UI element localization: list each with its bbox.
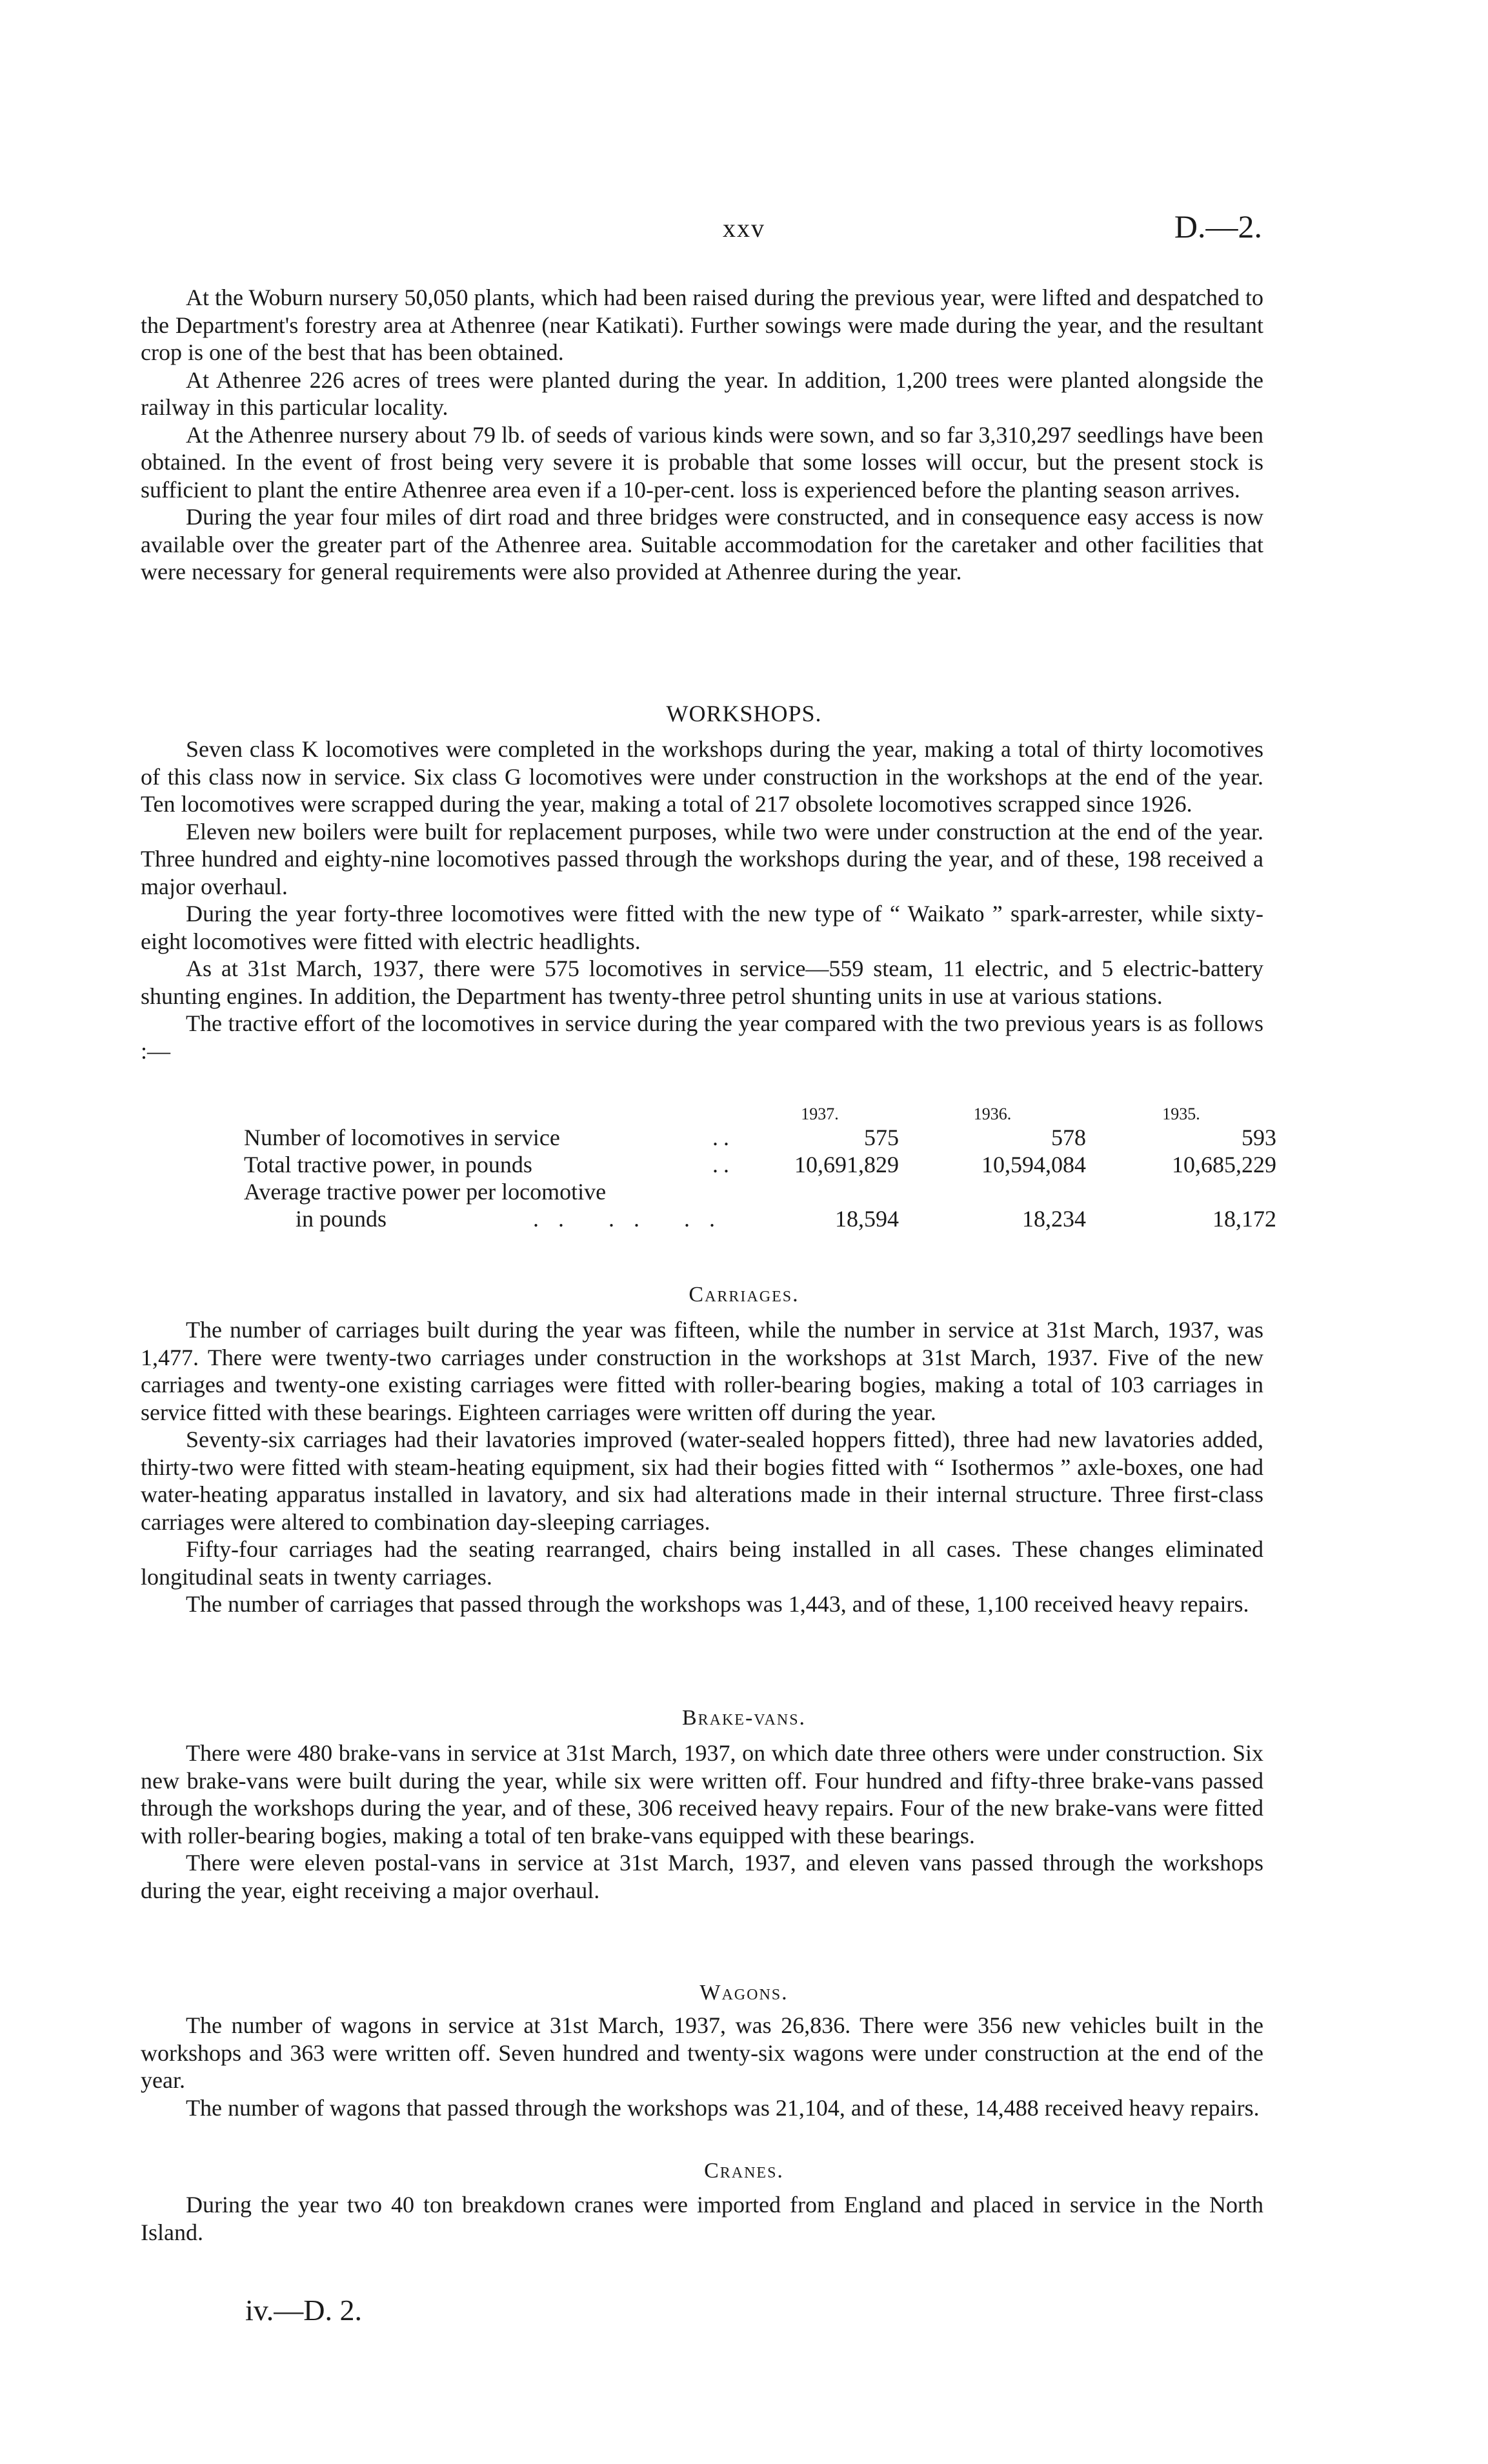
wagons-section (141, 2012, 1263, 2121)
paragraph: The number of carriages that passed through the workshops was 1,443, and of these, 1,100 received heavy repairs. (186, 1591, 1249, 1617)
section-heading-wagons: Wagons. (699, 1981, 789, 2005)
paragraph: At the Woburn nursery 50,050 plants, which had been raised during the previous year, were lifted and despatched to the Department's forestry area at Athenree (near Katikati). Further sowings were made during the year, and the resultant crop is one of the best that has been obtained. (141, 285, 1263, 365)
section-heading-cranes: Cranes. (704, 2159, 784, 2183)
paragraph: The number of carriages built during the year was fifteen, while the number in service at 31st March, 1937, was 1,477. There were twenty-two carriages under construction in the workshops at 31st March, 1937. Five of the new carriages and twenty-one existing carriages were fitted with roller-bearing bogies, making a total of 103 carriages in service fitted with these bearings. Eighteen carriages were written off during the year. (141, 1317, 1263, 1425)
row-label: Number of locomotives in service (244, 1125, 560, 1150)
table-row (244, 1178, 1276, 1205)
paragraph: During the year four miles of dirt road and three bridges were constructed, and in consequence easy access is now available over the greater part of the Athenree area. Suitable accommodation for the caretaker and other facilities that were necessary for general requirements were also provided at Athenree during the year. (141, 504, 1263, 585)
paragraph: During the year two 40 ton breakdown cranes were imported from England and placed in service in the North Island. (141, 2192, 1263, 2245)
table-cell: 593 (1242, 1125, 1276, 1150)
tractive-effort-table (244, 1103, 1276, 1232)
workshops-section (141, 736, 1263, 1065)
table-cell: 18,172 (1212, 1206, 1276, 1232)
table-cell: 575 (864, 1125, 899, 1150)
brake-vans-section (141, 1739, 1263, 1904)
paragraph: The number of wagons in service at 31st March, 1937, was 26,836. There were 356 new vehicles built in the workshops and 363 were written off. Seven hundred and twenty-six wagons were under construction at the end of the year. (141, 2012, 1263, 2093)
paragraph: As at 31st March, 1937, there were 575 locomotives in service—559 steam, 11 electric, and 5 electric-battery shunting engines. In addition, the Department has twenty-three petrol shunting units in use at various stations. (141, 956, 1263, 1009)
table-cell: 10,685,229 (1172, 1152, 1276, 1177)
signature-mark: iv.—D. 2. (245, 2294, 363, 2327)
document-reference: D.—2. (1174, 208, 1262, 245)
row-label: Average tractive power per locomotive (244, 1179, 607, 1205)
paragraph: During the year forty-three locomotives were fitted with the new type of “ Waikato ” spark-arrester, while sixty-eight locomotives were fitted with electric headlights. (141, 901, 1263, 954)
column-header: 1936. (973, 1105, 1012, 1123)
table-cell: 578 (1051, 1125, 1086, 1150)
paragraph: At Athenree 226 acres of trees were planted during the year. In addition, 1,200 trees were planted alongside the railway in this particular locality. (141, 366, 1263, 420)
row-label: in pounds (296, 1206, 387, 1232)
table-cell: 10,594,084 (981, 1152, 1086, 1177)
paragraph: Fifty-four carriages had the seating rearranged, chairs being installed in all cases. These changes eliminated longitudinal seats in twenty carriages. (141, 1536, 1263, 1590)
leader-dots: .. (712, 1152, 734, 1177)
table-row (244, 1205, 1276, 1232)
paragraph: There were eleven postal-vans in service at 31st March, 1937, and eleven vans passed through the workshops during the year, eight receiving a major overhaul. (141, 1850, 1263, 1903)
paragraph: The number of wagons that passed through the workshops was 21,104, and of these, 14,488 received heavy repairs. (186, 2094, 1260, 2121)
table-cell: 18,594 (835, 1206, 899, 1232)
paragraph: The tractive effort of the locomotives in service during the year compared with the two previous years is as follows :— (141, 1010, 1263, 1064)
leader-dots: .. .. .. (533, 1206, 734, 1232)
table-cell: 10,691,829 (794, 1152, 899, 1177)
section-heading-carriages: Carriages. (689, 1283, 799, 1307)
table-header-row (244, 1103, 1276, 1124)
intro-section (141, 284, 1263, 586)
table-row (244, 1151, 1276, 1178)
column-header: 1937. (801, 1105, 839, 1123)
cranes-section (141, 2191, 1263, 2246)
row-label: Total tractive power, in pounds (244, 1152, 532, 1177)
paragraph: There were 480 brake-vans in service at 31st March, 1937, on which date three others were under construction. Six new brake-vans were built during the year, while six were written off. Four hundred and fifty-three brake-vans passed through the workshops during the year, and of these, 306 received heavy repairs. Four of the new brake-vans were fitted with roller-bearing bogies, making a total of ten brake-vans equipped with these bearings. (141, 1740, 1263, 1848)
table-cell: 18,234 (1022, 1206, 1086, 1232)
paragraph: Seven class K locomotives were completed in the workshops during the year, making a total of thirty locomotives of this class now in service. Six class G locomotives were under construction in the workshops at the end of the year. Ten locomotives were scrapped during the year, making a total of 217 obsolete locomotives scrapped since 1926. (141, 736, 1263, 817)
column-header: 1935. (1162, 1105, 1200, 1123)
section-heading-brake-vans: Brake-vans. (681, 1706, 807, 1730)
page-number: xxv (723, 214, 765, 243)
section-heading-workshops: WORKSHOPS. (666, 701, 822, 726)
carriages-section (141, 1316, 1263, 1618)
table-row (244, 1124, 1276, 1151)
paragraph: Seventy-six carriages had their lavatories improved (water-sealed hoppers fitted), three had new lavatories added, thirty-two were fitted with steam-heating equipment, six had their bogies fitted with “ Isothermos ” axle-boxes, one had water-heating apparatus installed in lavatory, and six had alterations made in their internal structure. Three first-class carriages were altered to combination day-sleeping carriages. (141, 1427, 1263, 1535)
leader-dots: .. (712, 1125, 734, 1150)
paragraph: Eleven new boilers were built for replacement purposes, while two were under construction at the end of the year. Three hundred and eighty-nine locomotives passed through the workshops during the year, and of these, 198 received a major overhaul. (141, 818, 1263, 899)
paragraph: At the Athenree nursery about 79 lb. of seeds of various kinds were sown, and so far 3,310,297 seedlings have been obtained. In the event of frost being very severe it is probable that some losses will occur, but the present stock is sufficient to plant the entire Athenree area even if a 10-per-cent. loss is experienced before the planting season arrives. (141, 421, 1263, 503)
